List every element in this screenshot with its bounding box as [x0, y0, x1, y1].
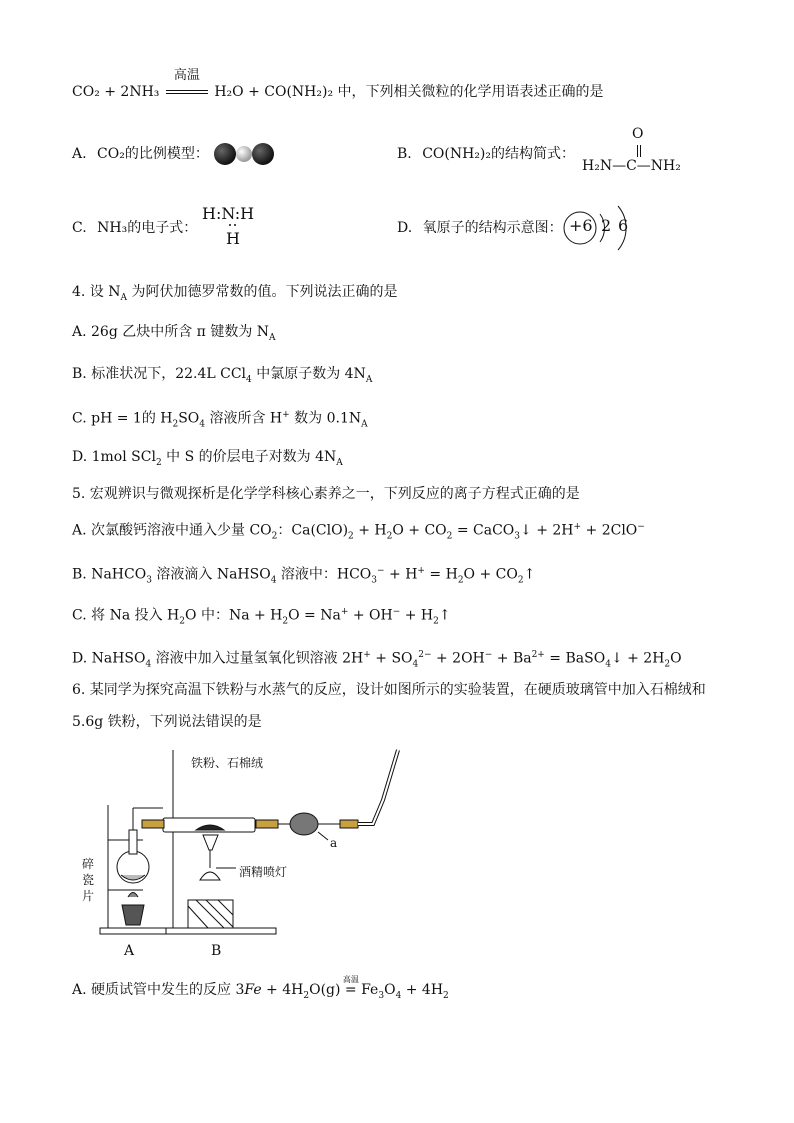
q5-option-d: D. NaHSO$_4$ 溶液中加入过量氢氧化钡溶液 $2H^+ + SO_4^{2-} + 2OH^- + Ba^{2+}$ = BaSO$_4$↓ + $2H_2O$	[72, 650, 682, 670]
fig-label-iron-powder: 铁粉、石棉绒	[191, 756, 264, 770]
nh3-electron-formula: H:N:H	[202, 204, 255, 223]
q3-stem	[72, 68, 604, 102]
option-label: B.	[397, 146, 412, 162]
option-text: NH₃的电子式：	[97, 220, 198, 236]
option-label: A.	[72, 146, 87, 162]
oxygen-shell-1: 2	[601, 216, 612, 235]
fig-label-a: a	[330, 836, 338, 850]
urea-struct-line: H₂N—C—NH₂	[582, 158, 681, 174]
oxygen-shell-2: 6	[618, 216, 629, 235]
q5-option-a: A. 次氯酸钙溶液中通入少量 $CO_2$：$Ca(ClO)_2 + H_2O + CO_2$ = CaCO$_3$↓ + 2H+ + 2ClO−	[72, 522, 645, 542]
option-text: CO(NH₂)₂的结构简式：	[422, 146, 575, 162]
q6-a-rhs: $Fe_3O_4 + 4H_2$	[356, 982, 449, 1001]
q6-a-prefix: A. 硬质试管中发生的反应 3	[72, 982, 245, 998]
q6-stem-line1: 6. 某同学为探究高温下铁粉与水蒸气的反应，设计如图所示的实验装置，在硬质玻璃管中加入石棉绒和	[72, 682, 706, 698]
q6-option-a	[72, 975, 449, 1006]
q5-option-b: B. NaHCO$_3$ 溶液滴入 NaHSO$_4$ 溶液中：$HCO_3^- + H^+ = H_2O$ + $CO_2↑$	[72, 566, 536, 586]
option-text: CO₂的比例模型：	[97, 146, 209, 162]
q6-stem-line2: 5.6g 铁粉，下列说法错误的是	[72, 714, 262, 730]
q5-stem: 5. 宏观辨识与微观探析是化学学科核心素养之一，下列反应的离子方程式正确的是	[72, 486, 580, 502]
q3-condition-arrow	[164, 68, 210, 102]
fig-label-B: B	[211, 943, 222, 959]
q6-a-condition: 高温 =	[342, 975, 359, 998]
q6-a-mid: + $4H_2O(g)$	[261, 982, 345, 1001]
option-text: 氧原子的结构示意图：	[422, 220, 563, 236]
nh3-electron-formula-bottom: H	[226, 229, 240, 248]
co2-space-filling-model	[213, 140, 277, 168]
fig-label-A: A	[124, 943, 135, 959]
q4-option-a: A. 26g 乙炔中所含 π 键数为 $N_A$	[72, 324, 276, 343]
q4-option-d: D. 1mol SCl$_2$ 中 S 的价层电子对数为 $4N_A$	[72, 449, 343, 468]
q3-option-c	[72, 218, 197, 238]
fig-label-chips-1: 碎	[82, 857, 95, 871]
option-label: D.	[397, 220, 413, 236]
fig-label-lamp: 酒精喷灯	[239, 865, 288, 879]
q3-option-a	[72, 144, 209, 164]
q3-stem-lhs: CO₂ + 2NH₃	[72, 84, 160, 100]
q4-option-c: C. pH = 1的 $H_2SO_4$ 溶液所含 H+ 数为 $0.1N_A$	[72, 410, 368, 430]
q5-option-c: C. 将 Na 投入 $H_2O$ 中：$Na + H_2O = Na^+ + OH^-$ + $H_2↑$	[72, 607, 451, 627]
apparatus-figure	[78, 740, 438, 965]
fig-label-chips-3: 片	[82, 889, 95, 903]
q3-condition: 高温	[173, 68, 200, 83]
fig-label-chips-2: 瓷	[82, 873, 95, 887]
q4-stem: 4. 设 $N_A$ 为阿伏加德罗常数的值。下列说法正确的是	[72, 284, 398, 303]
q3-stem-rhs: H₂O + CO(NH₂)₂ 中，下列相关微粒的化学用语表述正确的是	[214, 84, 604, 100]
q3-option-b	[397, 144, 575, 164]
q6-a-fe: Fe	[244, 982, 262, 998]
oxygen-nucleus: +6	[569, 216, 593, 235]
option-label: C.	[72, 220, 87, 236]
q3-option-d	[397, 218, 563, 238]
q4-option-b: B. 标准状况下，22.4L CCl$_4$ 中氯原子数为 $4N_A$	[72, 366, 373, 385]
urea-struct-o: O	[632, 126, 644, 142]
